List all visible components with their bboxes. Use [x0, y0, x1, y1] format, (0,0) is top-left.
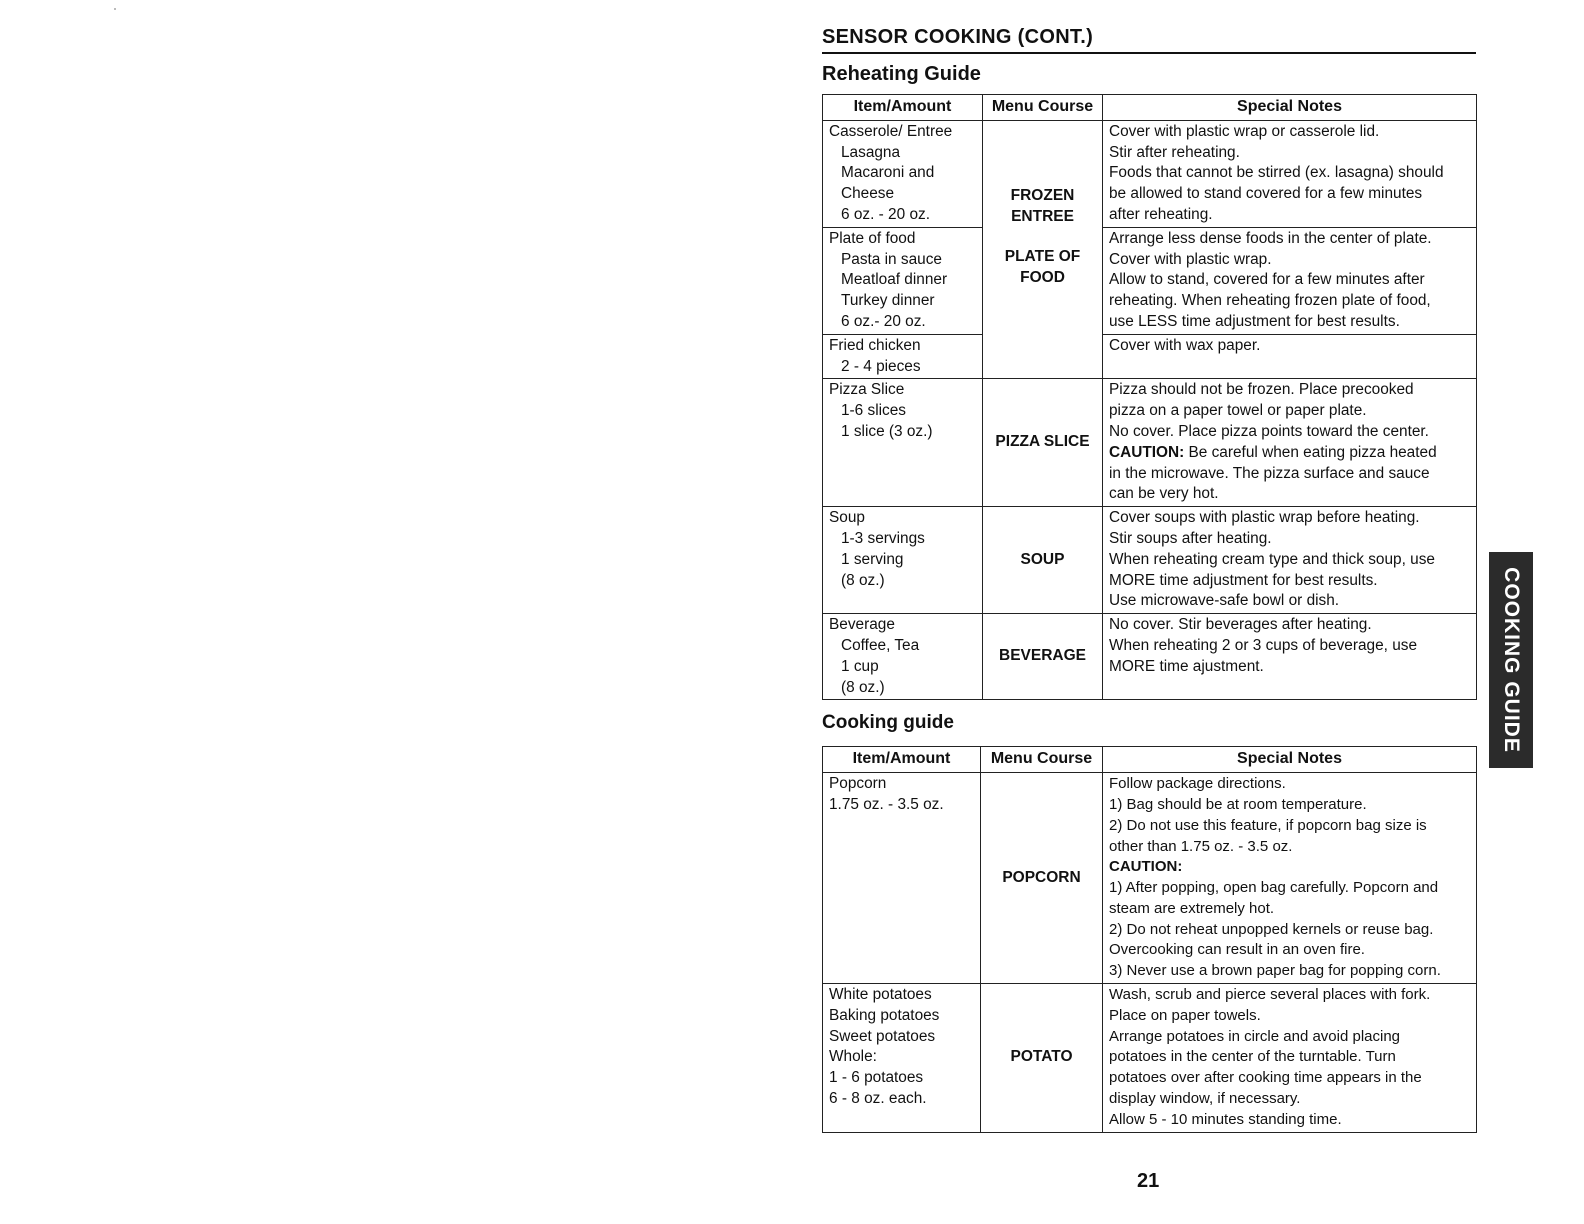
item-cell — [823, 334, 983, 379]
note-line: pizza on a paper towel or paper plate. — [1109, 402, 1367, 420]
note-line: Allow to stand, covered for a few minutes after — [1109, 271, 1425, 289]
col-header-item: Item/Amount — [823, 95, 983, 121]
item-detail: Cheese — [841, 185, 895, 203]
table-row — [823, 379, 1477, 507]
col-header-notes: Special Notes — [1103, 95, 1477, 121]
item-name: Plate of food — [829, 229, 916, 247]
note-line: after reheating. — [1109, 205, 1213, 223]
notes-cell — [1103, 984, 1477, 1133]
note-line: potatoes over after cooking time appears in the — [1109, 1069, 1422, 1087]
note-line: Place on paper towels. — [1109, 1006, 1261, 1024]
note-line: Pizza should not be frozen. Place precooked — [1109, 381, 1414, 399]
note-line: Foods that cannot be stirred (ex. lasagna) should — [1109, 164, 1444, 182]
item-amount: 6 - 8 oz. each. — [829, 1090, 927, 1108]
note-line: When reheating 2 or 3 cups of beverage, use — [1109, 636, 1418, 654]
table-header-row — [823, 747, 1477, 773]
note-line: Stir after reheating. — [1109, 143, 1240, 161]
note-line: MORE time adjustment for best results. — [1109, 571, 1378, 589]
manual-page — [822, 26, 1476, 1133]
item-detail: Lasagna — [841, 143, 901, 161]
table-header-row — [823, 95, 1477, 121]
item-amount: (8 oz.) — [841, 678, 885, 696]
note-line: reheating. When reheating frozen plate of food, — [1109, 292, 1431, 310]
menu-course-entree: ENTREE — [1011, 208, 1074, 226]
note-line: Follow package directions. — [1109, 775, 1286, 793]
item-name: White potatoes — [829, 986, 932, 1004]
note-line: Stir soups after heating. — [1109, 529, 1272, 547]
notes-cell — [1103, 120, 1477, 227]
item-detail: 1-3 servings — [841, 529, 925, 547]
note-line: No cover. Place pizza points toward the center. — [1109, 422, 1429, 440]
col-header-notes: Special Notes — [1103, 747, 1477, 773]
note-line: display window, if necessary. — [1109, 1090, 1301, 1108]
note-line: be allowed to stand covered for a few minutes — [1109, 185, 1423, 203]
cooking-guide-tab — [1489, 552, 1533, 768]
side-tab-label: COOKING GUIDE — [1500, 567, 1523, 753]
note-line: Cover with plastic wrap. — [1109, 250, 1272, 268]
col-header-menu: Menu Course — [983, 95, 1103, 121]
table-row — [823, 984, 1477, 1133]
menu-course-cell: POTATO — [981, 984, 1103, 1133]
item-name: Soup — [829, 509, 865, 527]
note-line: can be very hot. — [1109, 485, 1219, 503]
item-amount: 1 - 6 potatoes — [829, 1069, 924, 1087]
col-header-menu: Menu Course — [981, 747, 1103, 773]
section-title: SENSOR COOKING (CONT.) — [822, 26, 1476, 54]
item-amount: (8 oz.) — [841, 571, 885, 589]
table-row — [823, 507, 1477, 614]
menu-course-cell: SOUP — [983, 507, 1103, 614]
item-cell — [823, 773, 981, 984]
scan-speck — [114, 8, 116, 10]
item-name: Casserole/ Entree — [829, 122, 953, 140]
page-number: 21 — [1137, 1170, 1160, 1192]
note-line: in the microwave. The pizza surface and sauce — [1109, 464, 1430, 482]
caution-label: CAUTION: — [1109, 443, 1185, 461]
note-line: 2) Do not use this feature, if popcorn bag size is — [1109, 816, 1427, 834]
item-name: Beverage — [829, 616, 895, 634]
notes-cell — [1103, 614, 1477, 700]
item-detail: Sweet potatoes — [829, 1027, 936, 1045]
menu-course-food: FOOD — [1020, 268, 1065, 286]
cooking-table — [822, 746, 1477, 1132]
note-line: other than 1.75 oz. - 3.5 oz. — [1109, 837, 1293, 855]
item-cell — [823, 614, 983, 700]
notes-cell — [1103, 379, 1477, 507]
note-line: 1) After popping, open bag carefully. Popcorn and — [1109, 879, 1439, 897]
item-detail: Macaroni and — [841, 164, 935, 182]
item-detail: Coffee, Tea — [841, 636, 920, 654]
menu-course-cell: PIZZA SLICE — [983, 379, 1103, 507]
item-name: Popcorn — [829, 775, 887, 793]
menu-course-cell — [983, 120, 1103, 379]
note-line: 2) Do not reheat unpopped kernels or reuse bag. — [1109, 920, 1434, 938]
menu-course-cell: POPCORN — [981, 773, 1103, 984]
item-amount: 2 - 4 pieces — [841, 357, 921, 375]
item-amount: 1 slice (3 oz.) — [841, 422, 933, 440]
item-name: Pizza Slice — [829, 381, 905, 399]
note-line: Cover with plastic wrap or casserole lid. — [1109, 122, 1380, 140]
table-row — [823, 773, 1477, 984]
item-detail: 1-6 slices — [841, 402, 907, 420]
item-cell — [823, 984, 981, 1133]
notes-cell — [1103, 334, 1477, 379]
notes-cell — [1103, 507, 1477, 614]
note-line: 1) Bag should be at room temperature. — [1109, 795, 1367, 813]
note-line: Arrange less dense foods in the center of plate. — [1109, 229, 1432, 247]
item-detail: Turkey dinner — [841, 292, 935, 310]
table-row — [823, 227, 1477, 334]
item-detail: Whole: — [829, 1048, 877, 1066]
notes-cell — [1103, 773, 1477, 984]
menu-course-plate: PLATE OF — [1004, 248, 1081, 266]
item-detail: Baking potatoes — [829, 1006, 940, 1024]
item-cell — [823, 507, 983, 614]
item-detail: Meatloaf dinner — [841, 271, 948, 289]
caution-label: CAUTION: — [1109, 858, 1183, 876]
reheating-guide-title: Reheating Guide — [822, 63, 981, 85]
note-line: Arrange potatoes in circle and avoid placing — [1109, 1027, 1401, 1045]
note-line: MORE time ajustment. — [1109, 657, 1264, 675]
note-line: Overcooking can result in an oven fire. — [1109, 941, 1365, 959]
table-row — [823, 334, 1477, 379]
item-detail: Pasta in sauce — [841, 250, 942, 268]
note-line: use LESS time adjustment for best results. — [1109, 312, 1400, 330]
note-line — [1109, 443, 1470, 464]
item-detail: 1 cup — [841, 657, 879, 675]
cooking-guide-title: Cooking guide — [822, 712, 954, 734]
caution-text: Be careful when eating pizza heated — [1184, 443, 1437, 461]
note-line: No cover. Stir beverages after heating. — [1109, 616, 1372, 634]
item-name: Fried chicken — [829, 336, 921, 354]
note-line: When reheating cream type and thick soup, use — [1109, 550, 1435, 568]
item-amount: 1.75 oz. - 3.5 oz. — [829, 795, 944, 813]
menu-course-cell: BEVERAGE — [983, 614, 1103, 700]
col-header-item: Item/Amount — [823, 747, 981, 773]
note-line: Cover with wax paper. — [1109, 336, 1261, 354]
note-line: Wash, scrub and pierce several places with fork. — [1109, 986, 1431, 1004]
item-cell — [823, 227, 983, 334]
item-amount: 6 oz.- 20 oz. — [841, 312, 926, 330]
note-line: steam are extremely hot. — [1109, 899, 1275, 917]
table-row — [823, 614, 1477, 700]
item-amount: 6 oz. - 20 oz. — [841, 205, 930, 223]
note-line: 3) Never use a brown paper bag for popping corn. — [1109, 962, 1441, 980]
note-line: potatoes in the center of the turntable. Turn — [1109, 1048, 1396, 1066]
item-cell — [823, 120, 983, 227]
notes-cell — [1103, 227, 1477, 334]
reheating-table — [822, 94, 1477, 700]
note-line: Use microwave-safe bowl or dish. — [1109, 592, 1340, 610]
item-cell — [823, 379, 983, 507]
menu-course-frozen: FROZEN — [1010, 187, 1075, 205]
note-line: Allow 5 - 10 minutes standing time. — [1109, 1110, 1342, 1128]
note-line: Cover soups with plastic wrap before heating. — [1109, 509, 1420, 527]
item-detail: 1 serving — [841, 550, 904, 568]
table-row — [823, 120, 1477, 227]
